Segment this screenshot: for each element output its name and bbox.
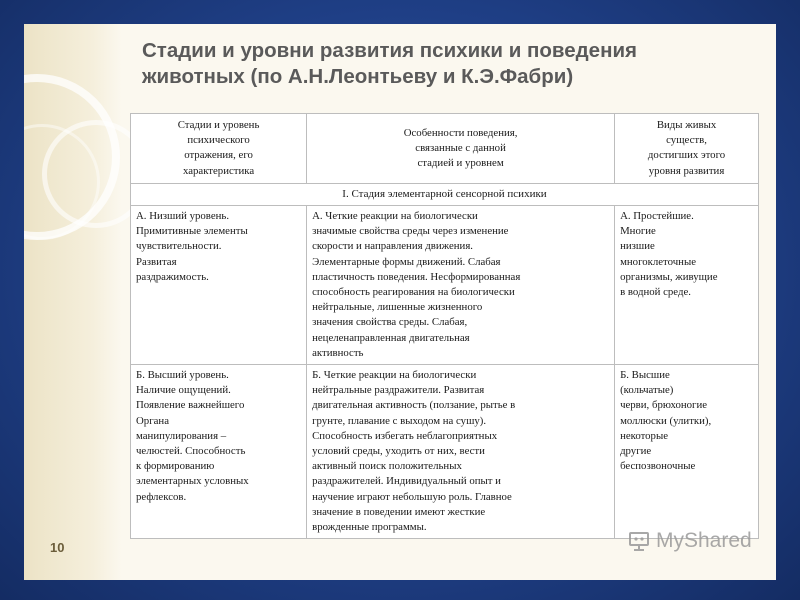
header-stage-level: Стадии и уровень психического отражения, его характеристика — [131, 114, 307, 184]
level-cell-a: А. Низший уровень. Примитивные элементы чувствительности. Развитая раздражимость. — [131, 206, 307, 365]
stage-title: I. Стадия элементарной сенсорной психики — [131, 183, 759, 205]
watermark-text: MyShared — [656, 529, 752, 552]
behavior-cell-a: А. Четкие реакции на биологически значимые свойства среды через изменение скорости и направления движения. Элементарные формы движений. Слабая пластичность поведения. Несформированная способность реагирования на биологически нейтральные, лишенные жизненного значения свойства среды. Слабая, нецеленаправленная двигательная активность — [307, 206, 615, 365]
presentation-board-icon — [628, 530, 650, 552]
stage-title-row — [131, 183, 759, 205]
header-species: Виды живых существ, достигших этого уровня развития — [615, 114, 759, 184]
species-cell-a: А. Простейшие. Многие низшие многоклеточные организмы, живущие в водной среде. — [615, 206, 759, 365]
slide-title: Стадии и уровни развития психики и поведения животных (по А.Н.Леонтьеву и К.Э.Фабри) — [142, 39, 638, 88]
table-header-row — [131, 114, 759, 184]
behavior-cell-b: Б. Четкие реакции на биологически нейтральные раздражители. Развитая двигательная активность (ползание, рытье в грунте, плавание с выходом на сушу). Способность избегать неблагоприятных условий среды, уходить от них, вести активный поиск положительных раздражителей. Индивидуальный опыт и научение играют небольшую роль. Главное значение в поведении имеют жесткие врожденные программы. — [307, 365, 615, 539]
header-behavior: Особенности поведения, связанные с данной стадией и уровнем — [307, 114, 615, 184]
table-row — [131, 206, 759, 365]
species-cell-b: Б. Высшие (кольчатые) черви, брюхоногие моллюски (улитки), некоторые другие беспозвоночные — [615, 365, 759, 539]
stages-table — [130, 113, 759, 539]
level-cell-b: Б. Высший уровень. Наличие ощущений. Появление важнейшего Органа манипулирования – челюстей. Способность к формированию элементарных условных рефлексов. — [131, 365, 307, 539]
slide-number: 10 — [50, 540, 65, 555]
watermark — [628, 529, 752, 553]
table-row — [131, 365, 759, 539]
slide — [24, 24, 776, 580]
